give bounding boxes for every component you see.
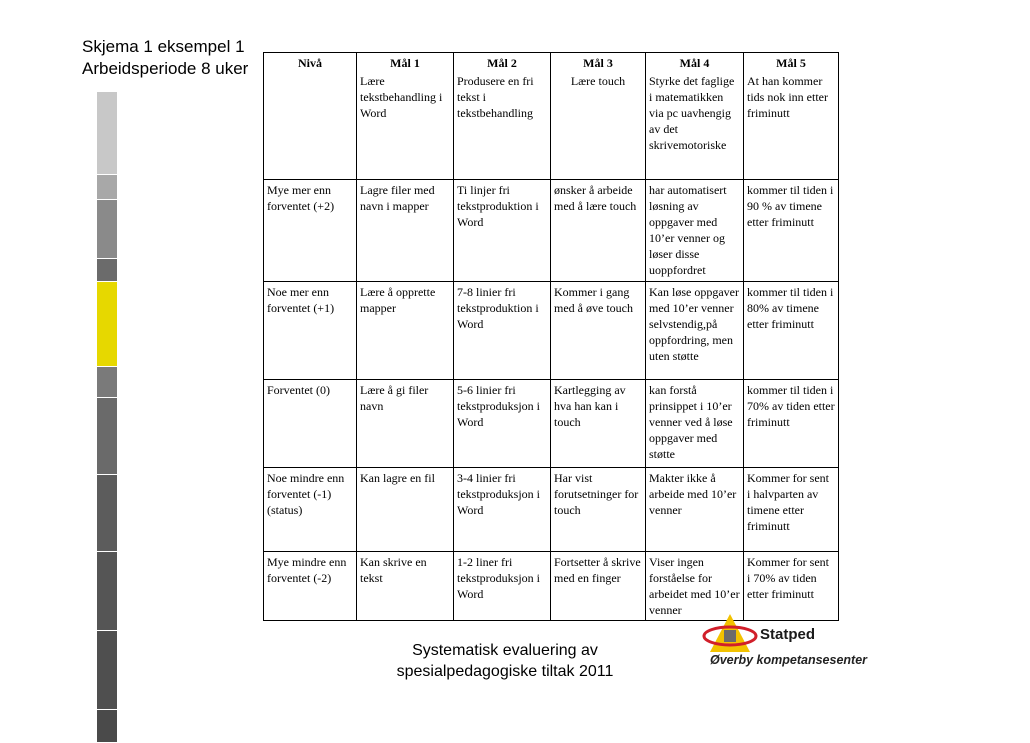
strip-segment bbox=[97, 259, 117, 282]
goal-description-row bbox=[264, 71, 839, 179]
document-title bbox=[82, 36, 248, 80]
strip-segment bbox=[97, 475, 117, 552]
header-cell: Mål 2 bbox=[454, 53, 551, 72]
table-cell: Lære å gi filer navn bbox=[357, 379, 454, 467]
table-row bbox=[264, 551, 839, 620]
evaluation-table bbox=[263, 52, 839, 621]
table-cell: 5-6 linier fri tekstproduksjon i Word bbox=[454, 379, 551, 467]
table-header-row bbox=[264, 53, 839, 72]
goal-cell: Produsere en fri tekst i tekstbehandling bbox=[454, 71, 551, 179]
header-cell: Mål 4 bbox=[646, 53, 744, 72]
table-cell: kommer til tiden i 80% av timene etter friminutt bbox=[744, 281, 839, 379]
table-cell: 3-4 linier fri tekstproduksjon i Word bbox=[454, 467, 551, 551]
table-row bbox=[264, 179, 839, 281]
goal-cell: Styrke det faglige i matematikken via pc uavhengig av det skrivemotoriske bbox=[646, 71, 744, 179]
table-cell: Kommer for sent i halvparten av timene etter friminutt bbox=[744, 467, 839, 551]
logo-square bbox=[724, 630, 736, 642]
level-cell: Forventet (0) bbox=[264, 379, 357, 467]
strip-segment bbox=[97, 175, 117, 200]
table-cell: Kan lagre en fil bbox=[357, 467, 454, 551]
table-cell: ønsker å arbeide med å lære touch bbox=[551, 179, 646, 281]
table-cell: Lære å opprette mapper bbox=[357, 281, 454, 379]
table-row bbox=[264, 379, 839, 467]
table-cell: Har vist forutsetninger for touch bbox=[551, 467, 646, 551]
header-cell: Mål 5 bbox=[744, 53, 839, 72]
strip-segment bbox=[97, 200, 117, 259]
table-cell: Kommer for sent i 70% av tiden etter friminutt bbox=[744, 551, 839, 620]
table-cell: 7-8 linier fri tekstproduktion i Word bbox=[454, 281, 551, 379]
footer-caption bbox=[380, 640, 630, 682]
logo-name: Statped bbox=[760, 626, 816, 643]
strip-segment bbox=[97, 710, 117, 743]
table-cell: Kartlegging av hva han kan i touch bbox=[551, 379, 646, 467]
statped-logo-mark-icon bbox=[700, 612, 760, 656]
table-cell: Makter ikke å arbeide med 10’er venner bbox=[646, 467, 744, 551]
table-cell: har automatisert løsning av oppgaver med 10’er venner og løser disse uoppfordret bbox=[646, 179, 744, 281]
goal-cell: At han kommer tids nok inn etter friminutt bbox=[744, 71, 839, 179]
table-cell: Lagre filer med navn i mapper bbox=[357, 179, 454, 281]
header-cell: Nivå bbox=[264, 53, 357, 72]
strip-segment bbox=[97, 552, 117, 631]
table-row bbox=[264, 467, 839, 551]
table-cell: Ti linjer fri tekstproduktion i Word bbox=[454, 179, 551, 281]
color-strip bbox=[97, 92, 117, 743]
strip-segment bbox=[97, 398, 117, 475]
level-cell: Mye mer enn forventet (+2) bbox=[264, 179, 357, 281]
table-cell: kommer til tiden i 70% av tiden etter friminutt bbox=[744, 379, 839, 467]
level-cell: Mye mindre enn forventet (-2) bbox=[264, 551, 357, 620]
title-line-1: Skjema 1 eksempel 1 bbox=[82, 37, 245, 56]
statped-logo bbox=[700, 612, 890, 672]
strip-segment bbox=[97, 92, 117, 175]
strip-segment bbox=[97, 367, 117, 398]
level-cell: Noe mer enn forventet (+1) bbox=[264, 281, 357, 379]
header-cell: Mål 3 bbox=[551, 53, 646, 72]
goal-cell: Lære touch bbox=[551, 71, 646, 179]
table-row bbox=[264, 281, 839, 379]
table-cell: kommer til tiden i 90 % av timene etter friminutt bbox=[744, 179, 839, 281]
table-cell: Viser ingen forståelse for arbeidet med 10’er venner bbox=[646, 551, 744, 620]
goal-cell: Lære tekstbehandling i Word bbox=[357, 71, 454, 179]
strip-segment bbox=[97, 631, 117, 710]
table-cell: 1-2 liner fri tekstproduksjon i Word bbox=[454, 551, 551, 620]
header-cell: Mål 1 bbox=[357, 53, 454, 72]
footer-line-1: Systematisk evaluering av bbox=[412, 642, 598, 659]
logo-subtitle: Øverby kompetansesenter bbox=[710, 653, 868, 667]
table-cell: Kan løse oppgaver med 10’er venner selvstendig,på oppfordring, men uten støtte bbox=[646, 281, 744, 379]
table-cell: Fortsetter å skrive med en finger bbox=[551, 551, 646, 620]
table-cell: Kan skrive en tekst bbox=[357, 551, 454, 620]
table-cell: Kommer i gang med å øve touch bbox=[551, 281, 646, 379]
level-cell: Noe mindre enn forventet (-1) (status) bbox=[264, 467, 357, 551]
goal-cell bbox=[264, 71, 357, 179]
table-cell: kan forstå prinsippet i 10’er venner ved å løse oppgaver med støtte bbox=[646, 379, 744, 467]
title-line-2: Arbeidsperiode 8 uker bbox=[82, 59, 249, 78]
footer-line-2: spesialpedagogiske tiltak 2011 bbox=[396, 663, 614, 680]
strip-segment bbox=[97, 282, 117, 367]
